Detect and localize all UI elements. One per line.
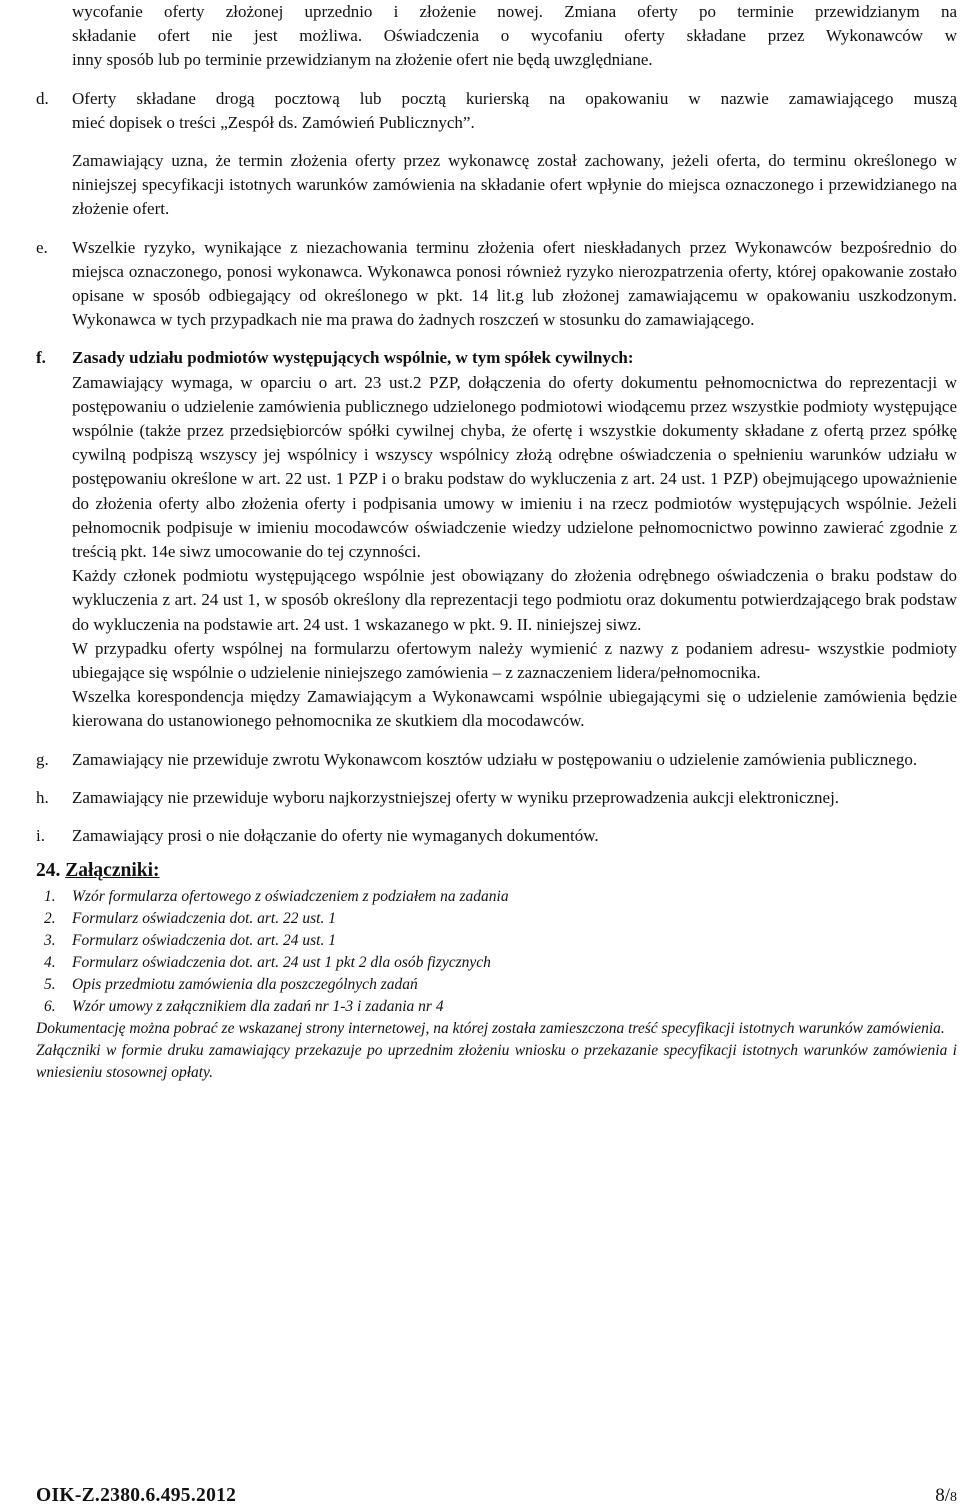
attachment-number: 1. <box>44 888 56 906</box>
attachment-item <box>36 974 957 996</box>
attachment-text: Formularz oświadczenia dot. art. 24 ust 1 pkt 2 dla osób fizycznych <box>72 954 491 972</box>
list-item-i <box>36 824 957 848</box>
attachment-item <box>36 952 957 974</box>
list-item-e <box>36 236 957 333</box>
list-item-f <box>36 346 957 733</box>
attachment-text: Formularz oświadczenia dot. art. 24 ust. 1 <box>72 932 336 950</box>
attachment-item <box>36 996 957 1018</box>
item-d-line-1: Oferty składane drogą pocztową lub pocztą kurierską na opakowaniu w nazwie zamawiającego muszą <box>72 88 957 108</box>
printed-attachments-note: Załączniki w formie druku zamawiający przekazuje po uprzednim złożeniu wniosku o przekazanie specyfikacji istotnych warunków zamówienia i wniesieniu stosownej opłaty. <box>36 1042 957 1082</box>
attachment-number: 4. <box>44 954 56 972</box>
section-24-title: Załączniki: <box>65 860 160 882</box>
list-item-d <box>36 87 957 222</box>
attachment-number: 2. <box>44 910 56 928</box>
document-page <box>36 0 957 1084</box>
attachments-list <box>36 886 957 1018</box>
list-marker-d: d. <box>36 88 49 108</box>
attachment-text: Opis przedmiotu zamówienia dla poszczególnych zadań <box>72 976 418 994</box>
item-f-heading: Zasady udziału podmiotów występujących wspólnie, w tym spółek cywilnych: <box>72 348 634 368</box>
section-24-heading <box>36 858 957 884</box>
attachment-item <box>36 930 957 952</box>
attachment-item <box>36 908 957 930</box>
document-reference: OIK-Z.2380.6.495.2012 <box>36 1485 237 1506</box>
page-number <box>935 1484 957 1510</box>
item-e-text: Wszelkie ryzyko, wynikające z niezachowania terminu złożenia ofert nieskładanych przez Wykonawców bezpośrednio do miejsca oznaczonego, ponosi wykonawca. Wykonawca ponosi również ryzyko nierozpatrzenia oferty, której opakowanie zostało opisane w sposób odbiegający od określonego w pkt. 14 lit.g lub złożonej zamawiającemu w opakowaniu uszkodzonym. Wykonawca w tych przypadkach nie ma prawa do żadnych roszczeń w stosunku do zamawiającego. <box>72 237 957 330</box>
list-marker-h: h. <box>36 787 49 807</box>
continuation-line-1: wycofanie oferty złożonej uprzednio i złożenie nowej. Zmiana oferty po terminie przewidzianym na <box>72 2 957 21</box>
page-footer <box>36 1484 957 1510</box>
list-marker-f: f. <box>36 348 46 368</box>
item-d-paragraph-2: Zamawiający uzna, że termin złożenia oferty przez wykonawcę został zachowany, jeżeli oferta, do terminu określonego w niniejszej specyfikacji istotnych warunków zamówienia na składanie ofert wpłynie do miejsca oznaczonego i przewidzianego na złożenie ofert. <box>72 151 957 219</box>
attachment-number: 6. <box>44 998 56 1016</box>
item-f-paragraph-3: W przypadku oferty wspólnej na formularzu ofertowym należy wymienić z nazwy z podaniem adresu- wszystkie podmioty ubiegające się wspólnie o udzielenie niniejszego zamówienia – z zaznaczeniem lidera/pełnomocnika. <box>72 638 957 683</box>
list-item-g <box>36 748 957 772</box>
attachment-text: Wzór formularza ofertowego z oświadczeniem z podziałem na zadania <box>72 888 509 906</box>
continuation-line-2: składanie ofert nie jest możliwa. Oświadczenia o wycofaniu oferty składane przez Wykonawców w <box>72 26 957 46</box>
item-g-text: Zamawiający nie przewiduje zwrotu Wykonawcom kosztów udziału w postępowaniu o udzielenie zamówienia publicznego. <box>72 749 918 769</box>
continuation-paragraph <box>72 0 957 73</box>
list-marker-e: e. <box>36 237 48 257</box>
page-current: 8/ <box>935 1485 950 1506</box>
list-item-h <box>36 786 957 810</box>
section-24-number: 24. <box>36 860 61 882</box>
item-f-paragraph-2: Każdy członek podmiotu występującego wspólnie jest obowiązany do złożenia odrębnego oświadczenia o braku podstaw do wykluczenia z art. 24 ust 1, w sposób określony dla reprezentacji tego podmiotu oraz dokumentu potwierdzającego brak podstaw do wykluczenia na podstawie art. 24 ust. 1 wskazanego w pkt. 9. II. niniejszej siwz. <box>72 566 957 634</box>
item-i-text: Zamawiający prosi o nie dołączanie do oferty nie wymaganych dokumentów. <box>72 826 599 846</box>
item-h-text: Zamawiający nie przewiduje wyboru najkorzystniejszej oferty w wyniku przeprowadzenia aukcji elektronicznej. <box>72 787 840 807</box>
attachment-text: Wzór umowy z załącznikiem dla zadań nr 1-3 i zadania nr 4 <box>72 998 444 1016</box>
item-f-paragraph-4: Wszelka korespondencja między Zamawiającym a Wykonawcami wspólnie ubiegającymi się o udzielenie zamówienia będzie kierowana do ustanowionego pełnomocnika ze skutkiem dla mocodawców. <box>72 687 957 731</box>
attachment-item <box>36 886 957 908</box>
attachment-number: 5. <box>44 976 56 994</box>
page-total: 8 <box>950 1490 957 1505</box>
item-f-paragraph-1: Zamawiający wymaga, w oparciu o art. 23 ust.2 PZP, dołączenia do oferty dokumentu pełnomocnictwa do reprezentacji w postępowaniu o udzielenie zamówienia publicznego udzielonego podmiotowi wiodącemu przez wszystkie podmioty występujące wspólnie (także przez przedsiębiorców spółki cywilnej chyba, że ofertę i wszystkie dokumenty składane z ofertą przez spółkę cywilną podpiszą wszyscy jej wspólnicy i wszyscy wspólnicy złożą odrębne oświadczenia o spełnieniu warunków udziału w postępowaniu określone w art. 22 ust. 1 PZP i o braku podstaw do wykluczenia z art. 24 ust. 1 PZP) obejmującego upoważnienie do złożenia oferty albo złożenia oferty i podpisania umowy w imieniu i na rzecz podmiotów występujących wspólnie. Jeżeli pełnomocnik podpisuje w imieniu mocodawców oświadczenie wiedzy udzielone pełnomocnictwo powinno zawierać zgodnie z treścią pkt. 14e siwz umocowanie do tej czynności. <box>72 372 957 562</box>
continuation-line-3: inny sposób lub po terminie przewidzianym na złożenie ofert nie będą uwzględniane. <box>72 50 653 70</box>
documentation-note: Dokumentację można pobrać ze wskazanej strony internetowej, na której została zamieszczona treść specyfikacji istotnych warunków zamówienia. <box>36 1020 945 1038</box>
attachment-number: 3. <box>44 932 56 950</box>
attachment-text: Formularz oświadczenia dot. art. 22 ust. 1 <box>72 910 336 928</box>
item-d-line-2: mieć dopisek o treści „Zespół ds. Zamówień Publicznych”. <box>72 112 475 132</box>
list-marker-g: g. <box>36 749 49 769</box>
list-marker-i: i. <box>36 826 45 846</box>
